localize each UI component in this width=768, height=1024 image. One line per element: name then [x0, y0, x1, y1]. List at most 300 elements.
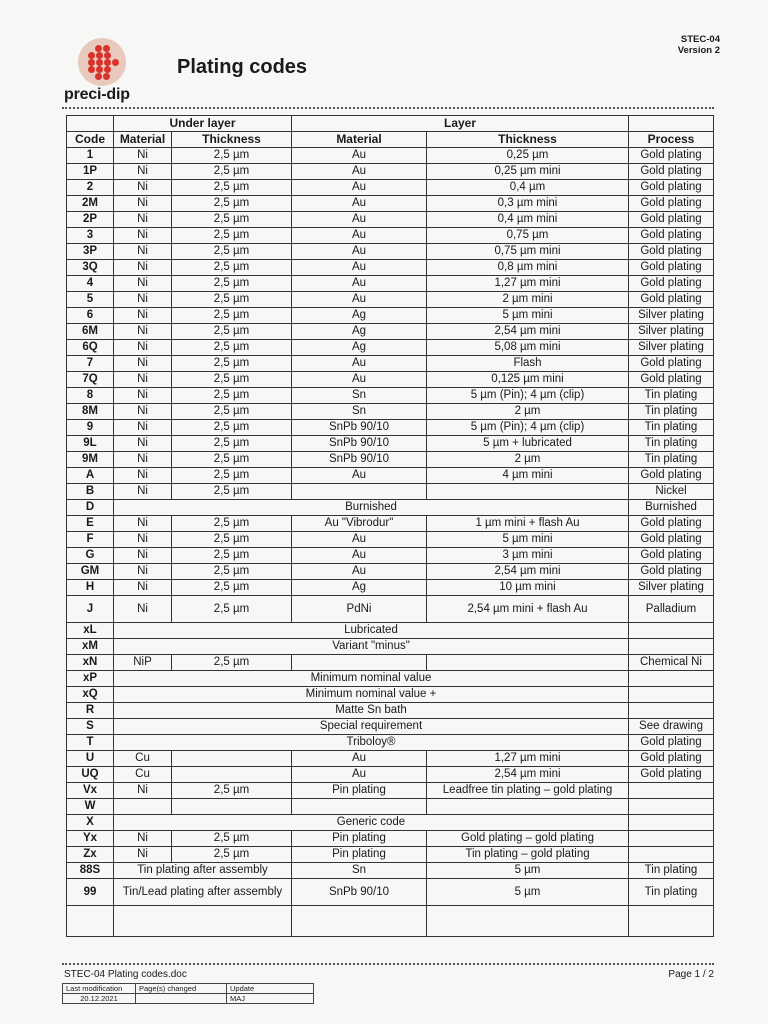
revision-pages — [136, 994, 227, 1004]
layer-thickness-cell: 0,25 µm — [427, 148, 629, 164]
layer-material-cell: Au — [292, 212, 427, 228]
layer-material-cell: Au — [292, 244, 427, 260]
underlayer-thickness-cell — [172, 767, 292, 783]
code-cell: 5 — [67, 292, 114, 308]
layer-material-cell — [292, 484, 427, 500]
code-cell: T — [67, 735, 114, 751]
process-cell: Tin plating — [629, 452, 714, 468]
layer-material-cell: Au — [292, 260, 427, 276]
underlayer-material-cell: Ni — [114, 196, 172, 212]
code-cell: 9M — [67, 452, 114, 468]
layer-thickness-cell: 5,08 µm mini — [427, 340, 629, 356]
layer-thickness-cell: 10 µm mini — [427, 580, 629, 596]
code-cell: 2P — [67, 212, 114, 228]
process-cell: Tin plating — [629, 879, 714, 906]
underlayer-material-cell: Ni — [114, 260, 172, 276]
process-cell: Gold plating — [629, 735, 714, 751]
doc-code: STEC-04 — [680, 34, 720, 45]
underlayer-thickness-cell: 2,5 µm — [172, 580, 292, 596]
logo-dot-icon — [104, 52, 111, 59]
process-cell — [629, 623, 714, 639]
process-cell: Gold plating — [629, 356, 714, 372]
layer-material-cell: Au — [292, 564, 427, 580]
table-row — [67, 404, 714, 420]
empty-table-row — [67, 906, 714, 937]
process-cell: Gold plating — [629, 292, 714, 308]
code-cell: xQ — [67, 687, 114, 703]
process-cell: Gold plating — [629, 751, 714, 767]
table-row — [67, 655, 714, 671]
empty-cell — [629, 906, 714, 937]
code-cell: 1P — [67, 164, 114, 180]
code-cell: H — [67, 580, 114, 596]
layer-material-cell: Au — [292, 356, 427, 372]
underlayer-thickness-cell: 2,5 µm — [172, 452, 292, 468]
underlayer-material-cell: Ni — [114, 148, 172, 164]
underlayer-material-cell: Ni — [114, 783, 172, 799]
brand-name: preci-dip — [64, 86, 130, 103]
table-row — [67, 783, 714, 799]
underlayer-thickness-cell: 2,5 µm — [172, 596, 292, 623]
layer-material-cell: SnPb 90/10 — [292, 420, 427, 436]
underlayer-material-cell: Ni — [114, 516, 172, 532]
code-cell: Zx — [67, 847, 114, 863]
table-row — [67, 468, 714, 484]
table-row — [67, 639, 714, 655]
table-row — [67, 196, 714, 212]
process-cell — [629, 639, 714, 655]
logo-dot-icon — [104, 66, 111, 73]
underlayer-material-cell: Ni — [114, 420, 172, 436]
underlayer-material-cell: Ni — [114, 548, 172, 564]
code-cell: 4 — [67, 276, 114, 292]
underlayer-material-cell: Ni — [114, 244, 172, 260]
description-cell: Matte Sn bath — [114, 703, 629, 719]
layer-thickness-cell: 5 µm — [427, 863, 629, 879]
logo-dot-icon — [96, 52, 103, 59]
table-row — [67, 500, 714, 516]
table-row — [67, 847, 714, 863]
process-cell: Gold plating — [629, 372, 714, 388]
layer-thickness-cell: 2,54 µm mini + flash Au — [427, 596, 629, 623]
table-row — [67, 719, 714, 735]
code-cell: UQ — [67, 767, 114, 783]
process-cell: Tin plating — [629, 863, 714, 879]
table-row — [67, 420, 714, 436]
layer-thickness-cell — [427, 799, 629, 815]
table-row — [67, 596, 714, 623]
underlayer-material-cell: Ni — [114, 340, 172, 356]
layer-material-cell: Ag — [292, 340, 427, 356]
underlayer-thickness-cell: 2,5 µm — [172, 164, 292, 180]
code-cell: 3Q — [67, 260, 114, 276]
underlayer-thickness-cell: 2,5 µm — [172, 276, 292, 292]
layer-material-cell: Au — [292, 276, 427, 292]
code-cell: S — [67, 719, 114, 735]
process-cell: Gold plating — [629, 548, 714, 564]
group-header-layer: Layer — [292, 116, 629, 132]
table-row — [67, 356, 714, 372]
underlayer-material-cell: Ni — [114, 212, 172, 228]
layer-thickness-cell: 5 µm + lubricated — [427, 436, 629, 452]
process-cell: Gold plating — [629, 516, 714, 532]
layer-material-cell: Ag — [292, 580, 427, 596]
layer-thickness-cell: 5 µm mini — [427, 308, 629, 324]
document-id — [678, 34, 720, 56]
table-row — [67, 548, 714, 564]
column-header: Material — [292, 132, 427, 148]
underlayer-material-cell: Ni — [114, 180, 172, 196]
logo-dot-icon — [95, 73, 102, 80]
table-row — [67, 532, 714, 548]
process-cell: Silver plating — [629, 308, 714, 324]
table-row — [67, 751, 714, 767]
layer-thickness-cell: 1,27 µm mini — [427, 751, 629, 767]
description-cell: Special requirement — [114, 719, 629, 735]
layer-material-cell: Au — [292, 468, 427, 484]
table-row — [67, 580, 714, 596]
empty-cell — [427, 906, 629, 937]
table-row — [67, 879, 714, 906]
logo-dot-icon — [95, 45, 102, 52]
table-row — [67, 484, 714, 500]
table-row — [67, 212, 714, 228]
column-header: Process — [629, 132, 714, 148]
layer-material-cell: Pin plating — [292, 783, 427, 799]
process-cell: Tin plating — [629, 388, 714, 404]
table-row — [67, 244, 714, 260]
code-cell: 6M — [67, 324, 114, 340]
underlayer-material-cell: Ni — [114, 436, 172, 452]
underlayer-thickness-cell: 2,5 µm — [172, 228, 292, 244]
code-cell: D — [67, 500, 114, 516]
code-cell: 2M — [67, 196, 114, 212]
description-cell: Variant "minus" — [114, 639, 629, 655]
layer-material-cell: SnPb 90/10 — [292, 452, 427, 468]
table-row — [67, 815, 714, 831]
layer-thickness-cell: 2 µm — [427, 452, 629, 468]
table-row — [67, 276, 714, 292]
underlayer-material-cell: Ni — [114, 308, 172, 324]
underlayer-material-cell: Cu — [114, 751, 172, 767]
layer-material-cell: Au — [292, 548, 427, 564]
code-cell: 2 — [67, 180, 114, 196]
underlayer-thickness-cell — [172, 799, 292, 815]
code-cell: 88S — [67, 863, 114, 879]
layer-thickness-cell: 3 µm mini — [427, 548, 629, 564]
layer-material-cell: Sn — [292, 388, 427, 404]
layer-thickness-cell: 5 µm (Pin); 4 µm (clip) — [427, 420, 629, 436]
process-cell: Nickel — [629, 484, 714, 500]
table-row — [67, 436, 714, 452]
code-cell: 99 — [67, 879, 114, 906]
layer-material-cell: Au — [292, 532, 427, 548]
underlayer-thickness-cell: 2,5 µm — [172, 484, 292, 500]
code-cell: J — [67, 596, 114, 623]
layer-material-cell: SnPb 90/10 — [292, 436, 427, 452]
underlayer-thickness-cell: 2,5 µm — [172, 847, 292, 863]
table-row — [67, 260, 714, 276]
code-cell: 3 — [67, 228, 114, 244]
table-row — [67, 863, 714, 879]
empty-cell — [292, 906, 427, 937]
layer-material-cell: Ag — [292, 324, 427, 340]
group-header-blank — [67, 116, 114, 132]
description-cell: Generic code — [114, 815, 629, 831]
description-cell: Minimum nominal value + — [114, 687, 629, 703]
underlayer-description-cell: Tin/Lead plating after assembly — [114, 879, 292, 906]
layer-thickness-cell: 2,54 µm mini — [427, 564, 629, 580]
layer-material-cell: Au — [292, 196, 427, 212]
table-row — [67, 703, 714, 719]
table-row — [67, 671, 714, 687]
layer-thickness-cell: 0,25 µm mini — [427, 164, 629, 180]
layer-thickness-cell: 1 µm mini + flash Au — [427, 516, 629, 532]
code-cell: E — [67, 516, 114, 532]
underlayer-thickness-cell: 2,5 µm — [172, 148, 292, 164]
process-cell: Silver plating — [629, 340, 714, 356]
layer-material-cell — [292, 799, 427, 815]
layer-material-cell: SnPb 90/10 — [292, 879, 427, 906]
page-title: Plating codes — [177, 56, 308, 78]
underlayer-thickness-cell: 2,5 µm — [172, 372, 292, 388]
layer-thickness-cell: 1,27 µm mini — [427, 276, 629, 292]
layer-material-cell: Sn — [292, 863, 427, 879]
layer-material-cell: Au — [292, 148, 427, 164]
process-cell: Silver plating — [629, 580, 714, 596]
layer-material-cell: Ag — [292, 308, 427, 324]
process-cell: Chemical Ni — [629, 655, 714, 671]
underlayer-thickness-cell: 2,5 µm — [172, 831, 292, 847]
layer-thickness-cell: 2 µm — [427, 404, 629, 420]
underlayer-material-cell: Cu — [114, 767, 172, 783]
layer-material-cell — [292, 655, 427, 671]
process-cell: Silver plating — [629, 324, 714, 340]
underlayer-thickness-cell: 2,5 µm — [172, 180, 292, 196]
code-cell: 6 — [67, 308, 114, 324]
process-cell — [629, 783, 714, 799]
process-cell: Gold plating — [629, 276, 714, 292]
footer-filename: STEC-04 Plating codes.doc — [64, 969, 187, 980]
layer-thickness-cell: Flash — [427, 356, 629, 372]
underlayer-material-cell: Ni — [114, 596, 172, 623]
description-cell: Burnished — [114, 500, 629, 516]
layer-thickness-cell: 5 µm — [427, 879, 629, 906]
underlayer-material-cell: Ni — [114, 532, 172, 548]
code-cell: 6Q — [67, 340, 114, 356]
code-cell: xP — [67, 671, 114, 687]
process-cell — [629, 703, 714, 719]
code-cell: GM — [67, 564, 114, 580]
table-row — [67, 388, 714, 404]
layer-thickness-cell: 0,75 µm — [427, 228, 629, 244]
layer-thickness-cell: Leadfree tin plating – gold plating — [427, 783, 629, 799]
layer-thickness-cell: 5 µm mini — [427, 532, 629, 548]
underlayer-thickness-cell: 2,5 µm — [172, 548, 292, 564]
table-row — [67, 799, 714, 815]
preci-dip-logo-icon — [78, 38, 126, 86]
group-header-under-layer: Under layer — [114, 116, 292, 132]
revision-table — [62, 983, 314, 1004]
logo-dot-icon — [88, 59, 95, 66]
layer-material-cell: Au — [292, 767, 427, 783]
underlayer-material-cell: NiP — [114, 655, 172, 671]
table-row — [67, 372, 714, 388]
empty-cell — [114, 906, 292, 937]
process-cell — [629, 831, 714, 847]
process-cell: Gold plating — [629, 244, 714, 260]
underlayer-thickness-cell: 2,5 µm — [172, 468, 292, 484]
description-cell: Lubricated — [114, 623, 629, 639]
footer-page-number: Page 1 / 2 — [668, 969, 714, 980]
description-cell: Triboloy® — [114, 735, 629, 751]
process-cell — [629, 847, 714, 863]
process-cell: Burnished — [629, 500, 714, 516]
layer-thickness-cell: 2,54 µm mini — [427, 767, 629, 783]
column-header: Material — [114, 132, 172, 148]
layer-thickness-cell: 0,75 µm mini — [427, 244, 629, 260]
layer-thickness-cell: 4 µm mini — [427, 468, 629, 484]
layer-material-cell: Au — [292, 292, 427, 308]
underlayer-thickness-cell: 2,5 µm — [172, 420, 292, 436]
underlayer-material-cell: Ni — [114, 372, 172, 388]
layer-thickness-cell: 0,4 µm mini — [427, 212, 629, 228]
process-cell: Gold plating — [629, 164, 714, 180]
column-header: Thickness — [172, 132, 292, 148]
underlayer-material-cell: Ni — [114, 228, 172, 244]
underlayer-thickness-cell: 2,5 µm — [172, 340, 292, 356]
code-cell: W — [67, 799, 114, 815]
header-divider — [62, 107, 714, 109]
process-cell: Palladium — [629, 596, 714, 623]
table-row — [67, 735, 714, 751]
revision-header: Last modification — [63, 984, 136, 994]
code-cell: 8M — [67, 404, 114, 420]
underlayer-thickness-cell: 2,5 µm — [172, 260, 292, 276]
process-cell — [629, 799, 714, 815]
layer-thickness-cell: 0,125 µm mini — [427, 372, 629, 388]
revision-date: 20.12.2021 — [63, 994, 136, 1004]
process-cell: Gold plating — [629, 212, 714, 228]
underlayer-thickness-cell: 2,5 µm — [172, 783, 292, 799]
process-cell: Gold plating — [629, 564, 714, 580]
logo-dot-icon — [104, 59, 111, 66]
table-row — [67, 324, 714, 340]
table-row — [67, 564, 714, 580]
underlayer-material-cell: Ni — [114, 452, 172, 468]
underlayer-thickness-cell: 2,5 µm — [172, 516, 292, 532]
layer-thickness-cell: Gold plating – gold plating — [427, 831, 629, 847]
logo-dot-icon — [88, 66, 95, 73]
table-row — [67, 767, 714, 783]
layer-thickness-cell: 5 µm (Pin); 4 µm (clip) — [427, 388, 629, 404]
code-cell: 9 — [67, 420, 114, 436]
underlayer-material-cell: Ni — [114, 484, 172, 500]
underlayer-material-cell: Ni — [114, 404, 172, 420]
logo-dot-icon — [103, 45, 110, 52]
process-cell — [629, 687, 714, 703]
process-cell: Gold plating — [629, 196, 714, 212]
table-row — [67, 292, 714, 308]
process-cell: Gold plating — [629, 468, 714, 484]
code-cell: B — [67, 484, 114, 500]
layer-thickness-cell: 2,54 µm mini — [427, 324, 629, 340]
description-cell: Minimum nominal value — [114, 671, 629, 687]
code-cell: 7Q — [67, 372, 114, 388]
code-cell: A — [67, 468, 114, 484]
logo-dot-icon — [103, 73, 110, 80]
table-row — [67, 148, 714, 164]
underlayer-thickness-cell: 2,5 µm — [172, 532, 292, 548]
plating-codes-table — [66, 115, 714, 937]
underlayer-material-cell: Ni — [114, 564, 172, 580]
underlayer-material-cell: Ni — [114, 292, 172, 308]
code-cell: 7 — [67, 356, 114, 372]
underlayer-material-cell: Ni — [114, 388, 172, 404]
doc-version: Version 2 — [677, 45, 720, 56]
layer-material-cell: Au — [292, 180, 427, 196]
group-header-blank — [629, 116, 714, 132]
table-row — [67, 180, 714, 196]
process-cell: Gold plating — [629, 180, 714, 196]
layer-thickness-cell: 0,3 µm mini — [427, 196, 629, 212]
underlayer-thickness-cell — [172, 751, 292, 767]
underlayer-thickness-cell: 2,5 µm — [172, 244, 292, 260]
code-cell: Yx — [67, 831, 114, 847]
layer-material-cell: Au "Vibrodur" — [292, 516, 427, 532]
code-cell: F — [67, 532, 114, 548]
underlayer-material-cell: Ni — [114, 468, 172, 484]
column-header: Thickness — [427, 132, 629, 148]
code-cell: 3P — [67, 244, 114, 260]
layer-thickness-cell — [427, 655, 629, 671]
layer-material-cell: Au — [292, 751, 427, 767]
footer-divider — [62, 963, 714, 965]
layer-thickness-cell: Tin plating – gold plating — [427, 847, 629, 863]
layer-material-cell: Au — [292, 372, 427, 388]
underlayer-material-cell: Ni — [114, 847, 172, 863]
process-cell: Gold plating — [629, 148, 714, 164]
logo-dot-icon — [88, 52, 95, 59]
process-cell: Gold plating — [629, 532, 714, 548]
process-cell: Tin plating — [629, 404, 714, 420]
code-cell: 1 — [67, 148, 114, 164]
layer-material-cell: PdNi — [292, 596, 427, 623]
table-row — [67, 452, 714, 468]
underlayer-description-cell: Tin plating after assembly — [114, 863, 292, 879]
code-cell: xM — [67, 639, 114, 655]
process-cell: Gold plating — [629, 260, 714, 276]
underlayer-thickness-cell: 2,5 µm — [172, 388, 292, 404]
table-row — [67, 228, 714, 244]
underlayer-thickness-cell: 2,5 µm — [172, 404, 292, 420]
column-header: Code — [67, 132, 114, 148]
code-cell: X — [67, 815, 114, 831]
underlayer-material-cell: Ni — [114, 580, 172, 596]
revision-header: Update — [227, 984, 314, 994]
revision-header: Page(s) changed — [136, 984, 227, 994]
underlayer-material-cell: Ni — [114, 164, 172, 180]
underlayer-thickness-cell: 2,5 µm — [172, 564, 292, 580]
process-cell: See drawing — [629, 719, 714, 735]
code-cell: xL — [67, 623, 114, 639]
empty-cell — [67, 906, 114, 937]
underlayer-material-cell: Ni — [114, 276, 172, 292]
layer-thickness-cell: 0,8 µm mini — [427, 260, 629, 276]
layer-material-cell: Au — [292, 228, 427, 244]
layer-material-cell: Pin plating — [292, 847, 427, 863]
code-cell: 9L — [67, 436, 114, 452]
